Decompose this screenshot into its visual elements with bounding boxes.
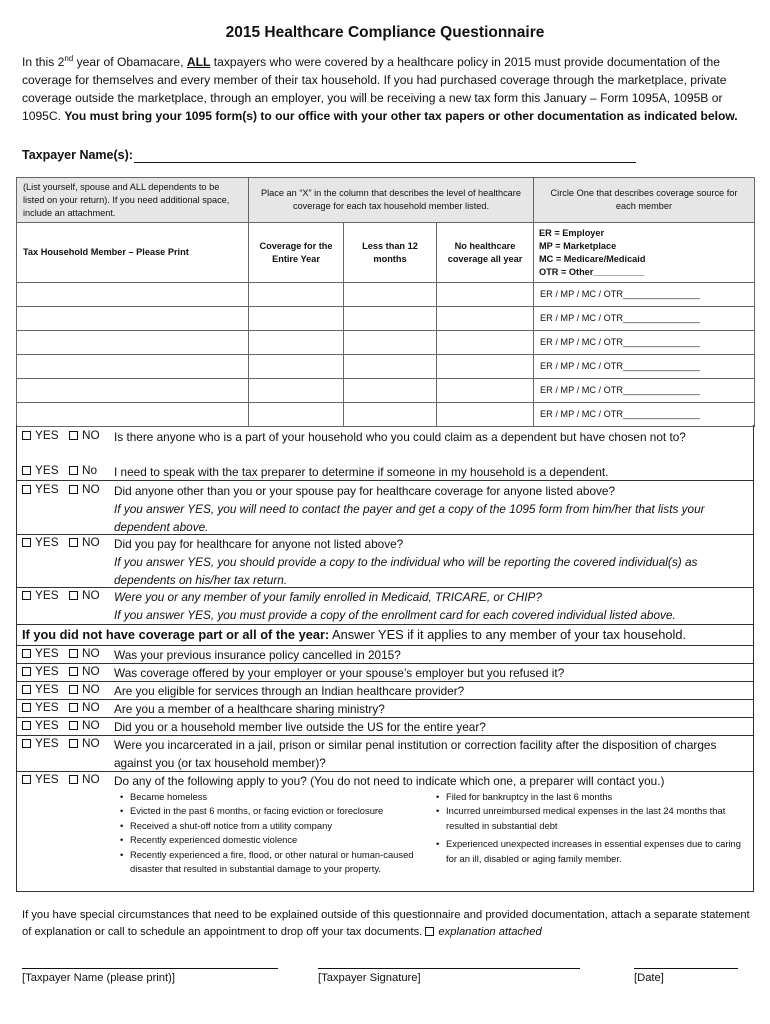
entire-year-cell[interactable] — [249, 331, 344, 355]
section-heading-rest: Answer YES if it applies to any member of your tax household. — [329, 627, 687, 642]
taxpayer-name-print-line[interactable] — [22, 968, 278, 969]
less-than-12-cell[interactable] — [344, 379, 437, 403]
special-circumstances-note — [22, 907, 752, 941]
question-text: Were you incarcerated in a jail, prison or similar penal institution or correction facility after the disposition of charges against you (or tax household member)? — [114, 738, 717, 770]
question-note: If you answer YES, you will need to contact the payer and get a copy of the 1095 form from him/her that lists your dependent above. — [114, 502, 705, 534]
coverage-source-legend — [534, 223, 755, 283]
no-checkbox[interactable] — [69, 739, 78, 748]
question-text: Was coverage offered by your employer or your spouse’s employer but you refused it? — [114, 666, 565, 680]
taxpayer-signature-line[interactable] — [318, 968, 580, 969]
less-than-12-cell[interactable] — [344, 355, 437, 379]
no-coverage-cell[interactable] — [437, 283, 534, 307]
question-text: Did you or a household member live outside the US for the entire year? — [114, 720, 486, 734]
no-coverage-cell[interactable] — [437, 403, 534, 427]
yes-checkbox[interactable] — [22, 775, 31, 784]
yes-label: YES — [35, 482, 59, 496]
table-row — [17, 403, 755, 427]
list-item: • Received a shut-off notice from a utility company — [118, 819, 428, 833]
coverage-source-cell[interactable]: ER / MP / MC / OTR_______________ — [534, 331, 755, 355]
entire-year-cell[interactable] — [249, 283, 344, 307]
yes-label: YES — [35, 463, 59, 477]
yes-checkbox[interactable] — [22, 649, 31, 658]
no-coverage-cell[interactable] — [437, 331, 534, 355]
yes-checkbox[interactable] — [22, 538, 31, 547]
question-text: Is there anyone who is a part of your household who you could claim as a dependent but have chosen not to? — [114, 430, 686, 444]
intro-all-emphasis: ALL — [186, 55, 211, 70]
page-title: 2015 Healthcare Compliance Questionnaire — [225, 24, 545, 41]
no-coverage-section-heading — [22, 626, 750, 644]
footer-instruction: If you have special circumstances that need to be explained outside of this questionnaire and provided documentation, attach a separate statement of explanation or call to schedule an appointment to drop off your tax documents. — [22, 909, 750, 938]
question-note: If you answer YES, you must provide a copy of the enrollment card for each covered individual listed above. — [114, 608, 676, 622]
entire-year-cell[interactable] — [249, 403, 344, 427]
divider — [16, 480, 754, 481]
member-name-cell[interactable] — [17, 307, 249, 331]
list-item: • Recently experienced a fire, flood, or other natural or human-caused disaster that resulted in substantial damage to your property. — [118, 848, 428, 877]
no-checkbox[interactable] — [69, 466, 78, 475]
yes-checkbox[interactable] — [22, 739, 31, 748]
taxpayer-name-label: Taxpayer Name(s): — [22, 148, 133, 162]
hardship-list-right — [434, 790, 746, 866]
no-checkbox[interactable] — [69, 667, 78, 676]
yes-checkbox[interactable] — [22, 466, 31, 475]
table-row — [17, 379, 755, 403]
intro-superscript: nd — [64, 54, 74, 63]
coverage-source-cell[interactable]: ER / MP / MC / OTR_______________ — [534, 379, 755, 403]
no-checkbox[interactable] — [69, 685, 78, 694]
legend-medicare: MC = Medicare/Medicaid — [539, 253, 646, 264]
yes-label: YES — [35, 772, 59, 786]
coverage-source-cell[interactable]: ER / MP / MC / OTR_______________ — [534, 355, 755, 379]
intro-text-3: taxpayers who were covered by a healthcare policy in 2015 must provide documentation of the coverage for themselves and every member of their tax household. If you had purchased coverage through the marketplace, private coverage outside the marketplace, through an employer, you will be receiving a new tax form this January – Form 1095A, 1095B or 1095C. — [22, 55, 727, 124]
column-header-entire-year: Coverage for the Entire Year — [249, 223, 344, 283]
table-instruction-members: (List yourself, spouse and ALL dependents to be listed on your return). If you need additional space, include an attachment. — [17, 178, 249, 223]
yes-checkbox[interactable] — [22, 721, 31, 730]
yes-checkbox[interactable] — [22, 703, 31, 712]
less-than-12-cell[interactable] — [344, 307, 437, 331]
coverage-source-cell[interactable]: ER / MP / MC / OTR_______________ — [534, 307, 755, 331]
coverage-source-cell[interactable]: ER / MP / MC / OTR_______________ — [534, 283, 755, 307]
table-instruction-coverage: Place an “X” in the column that describes the level of healthcare coverage for each tax household member listed. — [249, 178, 534, 223]
hardship-list-left — [118, 790, 428, 876]
question-text: Do any of the following apply to you? (You do not need to indicate which one, a preparer will contact you.) — [114, 774, 665, 788]
question-text: Are you a member of a healthcare sharing ministry? — [114, 702, 385, 716]
legend-other: OTR = Other__________ — [539, 266, 645, 277]
no-label: NO — [82, 718, 100, 732]
table-row — [17, 331, 755, 355]
question-text: I need to speak with the tax preparer to determine if someone in my household is a dependent. — [114, 465, 609, 479]
question-note: If you answer YES, you should provide a copy to the individual who will be reporting the covered individual(s) as dependents on his/her tax return. — [114, 555, 698, 587]
no-label: NO — [82, 736, 100, 750]
intro-bold-instruction: You must bring your 1095 form(s) to our office with your other tax papers or other documentation as indicated below. — [64, 109, 738, 124]
taxpayer-name-field[interactable] — [134, 162, 636, 163]
legend-marketplace: MP = Marketplace — [539, 240, 617, 251]
no-checkbox[interactable] — [69, 431, 78, 440]
no-coverage-cell[interactable] — [437, 355, 534, 379]
question-text: Was your previous insurance policy cancelled in 2015? — [114, 648, 401, 662]
explanation-attached-checkbox[interactable] — [425, 927, 434, 936]
question-text: Were you or any member of your family enrolled in Medicaid, TRICARE, or CHIP? — [114, 590, 542, 604]
list-item: • Incurred unreimbursed medical expenses in the last 24 months that resulted in substantial debt — [434, 804, 746, 833]
yes-checkbox[interactable] — [22, 431, 31, 440]
explanation-attached-label: explanation attached — [438, 926, 542, 938]
yes-checkbox[interactable] — [22, 667, 31, 676]
no-label: NO — [82, 664, 100, 678]
no-coverage-cell[interactable] — [437, 307, 534, 331]
yes-label: YES — [35, 700, 59, 714]
question-text: Are you eligible for services through an Indian healthcare provider? — [114, 684, 465, 698]
legend-employer: ER = Employer — [539, 227, 605, 238]
column-header-member: Tax Household Member – Please Print — [17, 223, 249, 283]
no-checkbox[interactable] — [69, 721, 78, 730]
member-name-cell[interactable] — [17, 403, 249, 427]
date-line[interactable] — [634, 968, 738, 969]
table-row — [17, 355, 755, 379]
less-than-12-cell[interactable] — [344, 403, 437, 427]
no-label: NO — [82, 588, 100, 602]
no-label: NO — [82, 772, 100, 786]
list-item: • Evicted in the past 6 months, or facing eviction or foreclosure — [118, 804, 428, 818]
list-item: • Experienced unexpected increases in essential expenses due to caring for an ill, disabled or aging family member. — [434, 837, 746, 866]
member-name-cell[interactable] — [17, 283, 249, 307]
entire-year-cell[interactable] — [249, 307, 344, 331]
table-instruction-source: Circle One that describes coverage source for each member — [534, 178, 755, 223]
column-header-no-coverage: No healthcare coverage all year — [437, 223, 534, 283]
divider — [16, 891, 754, 892]
no-label: NO — [82, 535, 100, 549]
no-label: NO — [82, 428, 100, 442]
yes-label: YES — [35, 535, 59, 549]
no-checkbox[interactable] — [69, 538, 78, 547]
table-row — [17, 283, 755, 307]
no-label: NO — [82, 482, 100, 496]
intro-text-1: In this 2 — [22, 55, 65, 70]
list-item: • Filed for bankruptcy in the last 6 months — [434, 790, 746, 804]
section-heading-bold: If you did not have coverage part or all of the year: — [22, 627, 330, 642]
intro-text-2: year of Obamacare, — [73, 55, 187, 70]
list-item: • Recently experienced domestic violence — [118, 833, 428, 847]
yes-checkbox[interactable] — [22, 485, 31, 494]
question-text: Did you pay for healthcare for anyone not listed above? — [114, 537, 404, 551]
entire-year-cell[interactable] — [249, 379, 344, 403]
entire-year-cell[interactable] — [249, 355, 344, 379]
no-checkbox[interactable] — [69, 649, 78, 658]
yes-label: YES — [35, 736, 59, 750]
less-than-12-cell[interactable] — [344, 331, 437, 355]
household-coverage-table — [16, 177, 755, 427]
date-label: [Date] — [634, 972, 664, 984]
yes-label: YES — [35, 428, 59, 442]
no-coverage-cell[interactable] — [437, 379, 534, 403]
member-name-cell[interactable] — [17, 379, 249, 403]
yes-label: YES — [35, 682, 59, 696]
yes-label: YES — [35, 588, 59, 602]
no-checkbox[interactable] — [69, 485, 78, 494]
taxpayer-name-print-label: [Taxpayer Name (please print)] — [22, 972, 175, 984]
less-than-12-cell[interactable] — [344, 283, 437, 307]
no-checkbox[interactable] — [69, 703, 78, 712]
table-row — [17, 307, 755, 331]
divider — [16, 624, 754, 625]
yes-checkbox[interactable] — [22, 685, 31, 694]
yes-label: YES — [35, 664, 59, 678]
column-header-less-than-12: Less than 12 months — [344, 223, 437, 283]
coverage-source-cell[interactable]: ER / MP / MC / OTR_______________ — [534, 403, 755, 427]
no-checkbox[interactable] — [69, 591, 78, 600]
question-text: Did anyone other than you or your spouse pay for healthcare coverage for anyone listed above? — [114, 484, 616, 498]
no-label: NO — [82, 646, 100, 660]
no-label: NO — [82, 682, 100, 696]
member-name-cell[interactable] — [17, 331, 249, 355]
no-label: No — [82, 463, 98, 477]
yes-checkbox[interactable] — [22, 591, 31, 600]
yes-label: YES — [35, 718, 59, 732]
member-name-cell[interactable] — [17, 355, 249, 379]
taxpayer-signature-label: [Taxpayer Signature] — [318, 972, 421, 984]
list-item: • Became homeless — [118, 790, 428, 804]
intro-paragraph — [22, 50, 752, 125]
yes-label: YES — [35, 646, 59, 660]
no-checkbox[interactable] — [69, 775, 78, 784]
no-label: NO — [82, 700, 100, 714]
